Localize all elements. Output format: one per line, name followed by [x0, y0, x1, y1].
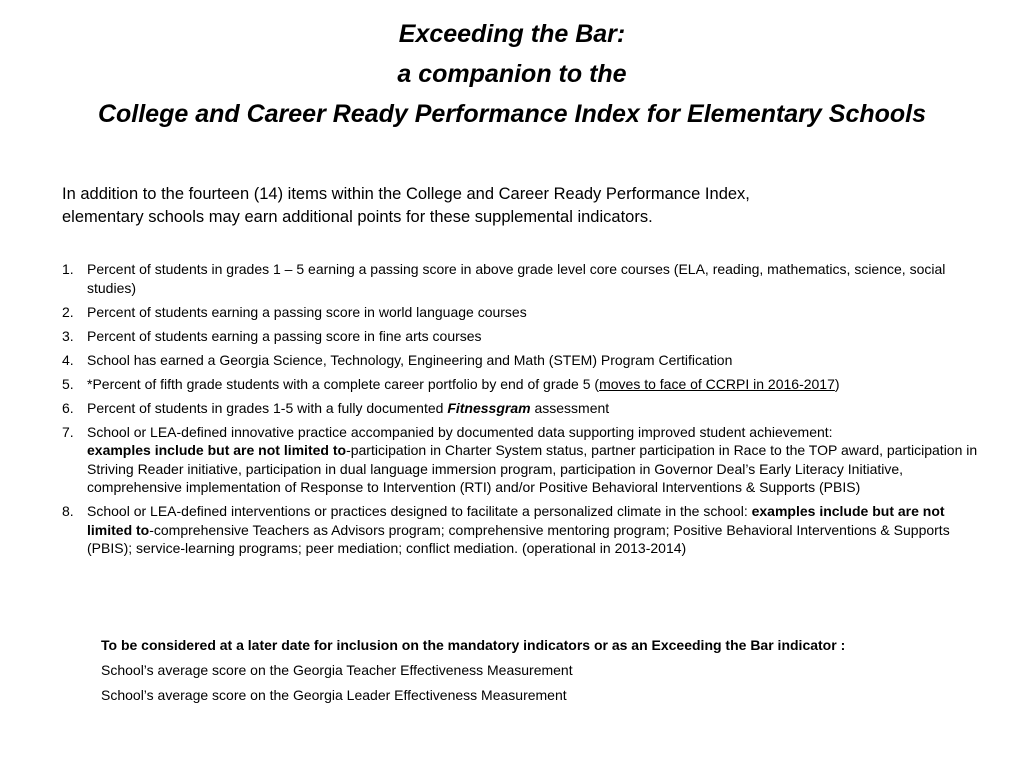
item-emphasis: Fitnessgram — [447, 399, 531, 416]
item-text: Percent of students earning a passing score in world language courses — [87, 303, 527, 320]
item-number: 7. — [62, 423, 74, 440]
item-text: School has earned a Georgia Science, Technology, Engineering and Math (STEM) Program Certification — [87, 351, 733, 368]
intro-paragraph — [62, 183, 962, 229]
page-title — [0, 14, 1024, 134]
item-text — [87, 423, 982, 497]
item-text-start: School or LEA-defined interventions or practices designed to facilitate a personalized climate in the school: — [87, 503, 752, 519]
item-text — [87, 399, 982, 418]
item-number: 1. — [62, 261, 74, 277]
item-text: Percent of students earning a passing score in fine arts courses — [87, 327, 482, 344]
title-line-1: Exceeding the Bar: — [398, 20, 626, 48]
item-number: 2. — [62, 303, 74, 320]
item-text — [87, 502, 982, 558]
later-consideration-section — [101, 636, 981, 711]
list-item-3 — [62, 327, 982, 346]
item-text: Percent of students in grades 1 – 5 earning a passing score in above grade level core courses (ELA, reading, mathematics, science, social studies) — [87, 261, 946, 296]
later-item-leader: School’s average score on the Georgia Leader Effectiveness Measurement — [101, 687, 567, 703]
item-text-end: -comprehensive Teachers as Advisors program; comprehensive mentoring program; Positive Behavioral Interventions & Supports (PBIS); service-learning programs; peer mediation; conflict mediation. (operational in 2013-2014) — [87, 521, 950, 556]
list-item-5 — [62, 375, 982, 394]
item-number: 8. — [62, 503, 74, 519]
list-item-1 — [62, 260, 982, 297]
title-line-2: a companion to the — [397, 60, 627, 88]
later-item-teacher: School’s average score on the Georgia Teacher Effectiveness Measurement — [101, 662, 573, 678]
item-number: 4. — [62, 351, 74, 368]
item-underlined-note: moves to face of CCRPI in 2016-2017 — [599, 375, 835, 392]
item-text-end: assessment — [530, 399, 610, 416]
list-item-6 — [62, 399, 982, 418]
item-text-start: *Percent of fifth grade students with a complete career portfolio by end of grade 5 ( — [87, 375, 600, 392]
item-text-end: -participation in Charter System status, partner participation in Race to the TOP award, participation in Striving Reader initiative, participation in dual language immersion program, participation in Governor Deal’s Early Literacy Initiative, comprehensive implementation of Response to Intervention (RTI) and/or Positive Behavioral Interventions & Supports (PBIS) — [87, 442, 978, 495]
item-number: 3. — [62, 327, 74, 344]
item-bold-phrase: examples include but are not limited to — [87, 442, 347, 458]
item-text — [87, 375, 982, 394]
list-item-7 — [62, 423, 982, 497]
list-item-4 — [62, 351, 982, 370]
list-item-2 — [62, 303, 982, 322]
intro-line-1: In addition to the fourteen (14) items within the College and Career Ready Performance Index, — [62, 185, 750, 203]
item-bold-phrase: examples include but are not limited to — [87, 503, 945, 538]
later-heading: To be considered at a later date for inclusion on the mandatory indicators or as an Exceeding the Bar indicator : — [101, 637, 846, 653]
item-text-start: School or LEA-defined innovative practice accompanied by documented data supporting improved student achievement: — [87, 423, 833, 440]
list-item-8 — [62, 502, 982, 558]
indicator-list — [62, 260, 982, 563]
item-text-start: Percent of students in grades 1-5 with a fully documented — [87, 399, 448, 416]
item-number: 6. — [62, 399, 74, 416]
item-number: 5. — [62, 375, 74, 392]
item-text-end: ) — [834, 375, 840, 392]
title-line-3: College and Career Ready Performance Index for Elementary Schools — [97, 100, 927, 128]
intro-line-2: elementary schools may earn additional points for these supplemental indicators. — [62, 208, 653, 226]
